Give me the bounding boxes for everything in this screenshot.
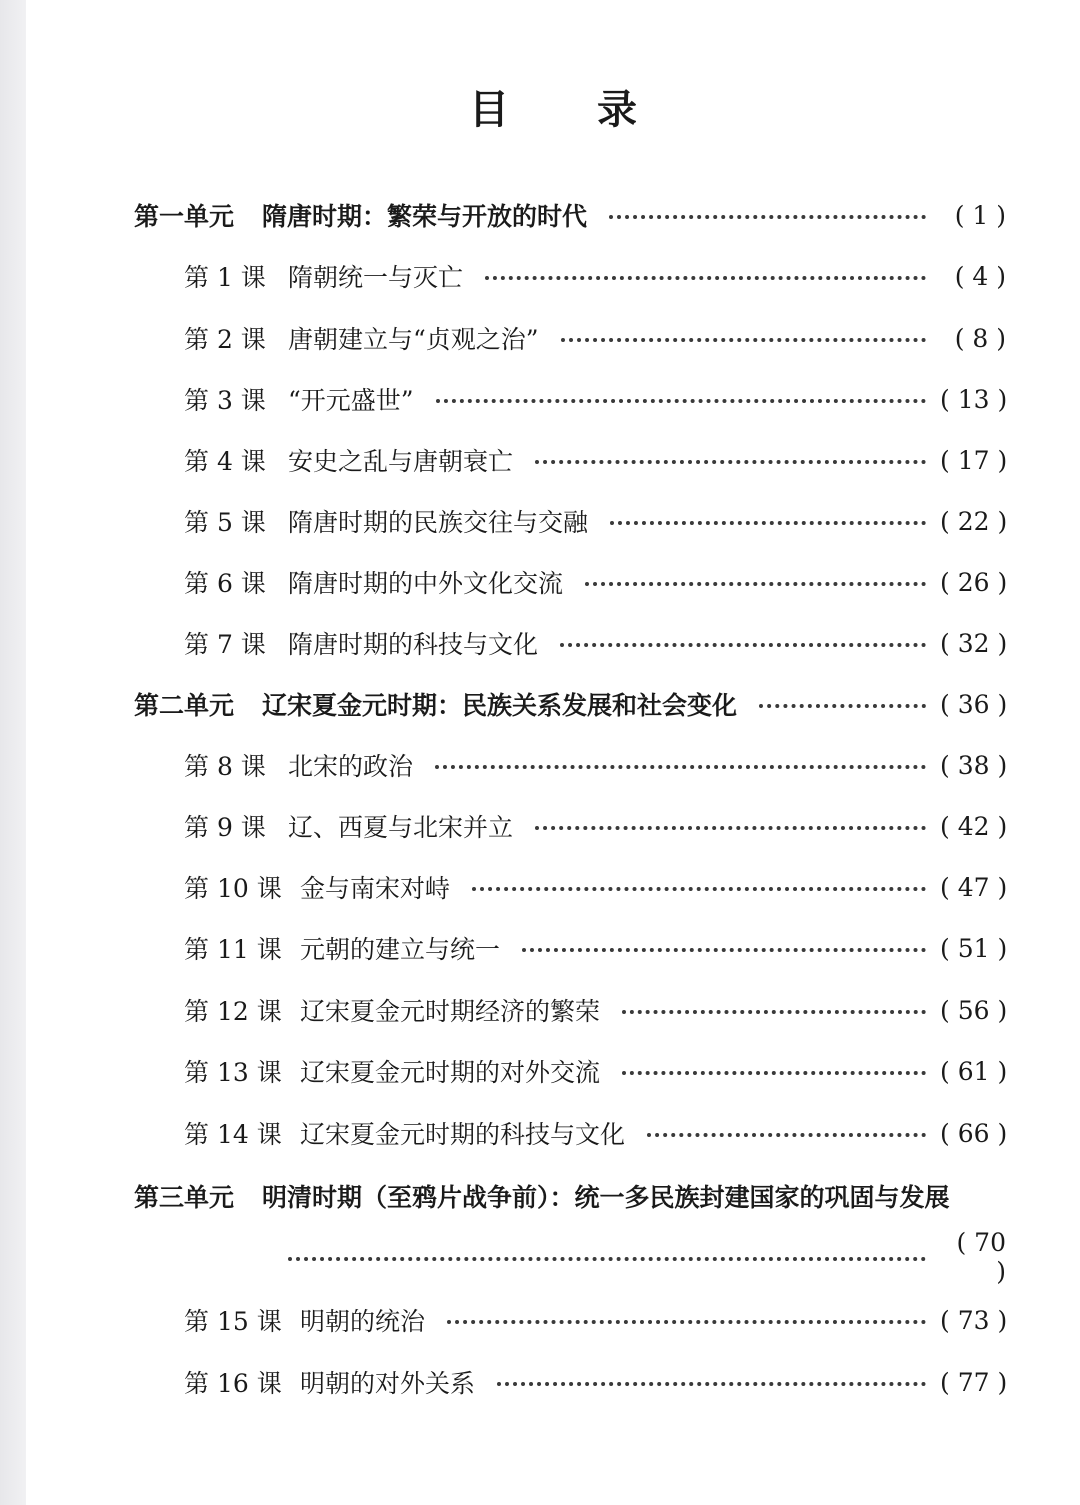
page-number: ( 77 ) (940, 1367, 1008, 1397)
dot-leader (759, 704, 926, 708)
lesson-number: 第 11 课 (184, 935, 282, 964)
page-number: ( 51 ) (940, 933, 1008, 963)
page-number: ( 70 ) (956, 1228, 1006, 1286)
toc-entry-unit-1[interactable] (134, 195, 1006, 235)
page-number: ( 38 ) (940, 750, 1008, 780)
lesson-number: 第 6 课 (184, 569, 266, 598)
dot-leader (622, 1010, 926, 1014)
lesson-number: 第 5 课 (184, 508, 266, 537)
page-number: ( 22 ) (940, 506, 1008, 536)
lesson-number: 第 15 课 (184, 1307, 282, 1336)
dot-leader (561, 338, 926, 342)
page-left-edge (0, 0, 26, 1505)
dot-leader (585, 582, 926, 586)
lesson-number: 第 14 课 (184, 1120, 282, 1149)
page-number: ( 73 ) (940, 1305, 1008, 1335)
dot-leader (535, 460, 926, 464)
toc-entry-lesson-10[interactable] (184, 867, 1006, 907)
page-number: ( 47 ) (940, 872, 1008, 902)
page-number: ( 1 ) (954, 200, 1006, 230)
page-number: ( 56 ) (940, 995, 1008, 1025)
toc-entry-lesson-2[interactable] (184, 318, 1006, 358)
lesson-number: 第 8 课 (184, 752, 266, 781)
lesson-title: 辽宋夏金元时期的科技与文化 (300, 1120, 626, 1149)
dot-leader (288, 1257, 926, 1261)
lesson-title: 明朝的统治 (300, 1307, 426, 1336)
lesson-number: 第 13 课 (184, 1058, 282, 1087)
lesson-title: 金与南宋对峙 (300, 874, 451, 903)
dot-leader (485, 276, 926, 280)
dot-leader (560, 643, 926, 647)
page-title-char-2: 录 (597, 87, 637, 133)
dot-leader (647, 1133, 926, 1137)
dot-leader (436, 399, 926, 403)
lesson-number: 第 3 课 (184, 386, 266, 415)
toc-entry-unit-2[interactable] (134, 684, 1006, 724)
lesson-number: 第 1 课 (184, 263, 266, 292)
toc-entry-lesson-12[interactable] (184, 990, 1006, 1030)
dot-leader (472, 887, 926, 891)
page-number: ( 42 ) (940, 811, 1008, 841)
lesson-title: 唐朝建立与“贞观之治” (288, 325, 539, 354)
toc-entry-unit-3-leader-row (266, 1228, 1006, 1286)
lesson-title: 隋唐时期的科技与文化 (288, 630, 539, 659)
lesson-number: 第 12 课 (184, 997, 282, 1026)
toc-entry-lesson-9[interactable] (184, 806, 1006, 846)
toc-entry-lesson-3[interactable] (184, 379, 1006, 419)
page-number: ( 17 ) (940, 445, 1008, 475)
page-number: ( 4 ) (954, 261, 1006, 291)
unit-title: 辽宋夏金元时期：民族关系发展和社会变化 (262, 691, 738, 720)
dot-leader (610, 521, 926, 525)
dot-leader (447, 1320, 926, 1324)
toc-entry-lesson-6[interactable] (184, 562, 1006, 602)
unit-number: 第二单元 (134, 691, 235, 720)
lesson-title: 辽宋夏金元时期经济的繁荣 (300, 997, 601, 1026)
lesson-title: 北宋的政治 (288, 752, 414, 781)
lesson-number: 第 16 课 (184, 1369, 282, 1398)
toc-page (26, 0, 1080, 1505)
lesson-title: 辽宋夏金元时期的对外交流 (300, 1058, 601, 1087)
lesson-title: “开元盛世” (288, 386, 414, 415)
lesson-title: 隋唐时期的中外文化交流 (288, 569, 564, 598)
lesson-number: 第 4 课 (184, 447, 266, 476)
dot-leader (535, 826, 926, 830)
dot-leader (522, 948, 926, 952)
page-number: ( 61 ) (940, 1056, 1008, 1086)
lesson-number: 第 2 课 (184, 325, 266, 354)
lesson-number: 第 7 课 (184, 630, 266, 659)
lesson-title: 明朝的对外关系 (300, 1369, 476, 1398)
unit-title: 隋唐时期：繁荣与开放的时代 (262, 202, 588, 231)
page-number: ( 13 ) (940, 384, 1008, 414)
unit-number: 第一单元 (134, 202, 235, 231)
unit-title: 明清时期（至鸦片战争前）：统一多民族封建国家的巩固与发展 (262, 1183, 950, 1212)
unit-number: 第三单元 (134, 1183, 235, 1212)
page-number: ( 36 ) (940, 689, 1008, 719)
dot-leader (622, 1071, 926, 1075)
table-of-contents (26, 0, 1080, 1505)
toc-entry-unit-3[interactable] (134, 1176, 1006, 1216)
lesson-number: 第 9 课 (184, 813, 266, 842)
lesson-title: 辽、西夏与北宋并立 (288, 813, 514, 842)
dot-leader (609, 215, 926, 219)
lesson-title: 安史之乱与唐朝衰亡 (288, 447, 514, 476)
toc-entry-lesson-5[interactable] (184, 501, 1006, 541)
toc-entry-lesson-1[interactable] (184, 256, 1006, 296)
dot-leader (497, 1382, 926, 1386)
toc-entry-lesson-14[interactable] (184, 1113, 1006, 1153)
toc-entry-lesson-8[interactable] (184, 745, 1006, 785)
toc-entry-lesson-13[interactable] (184, 1051, 1006, 1091)
lesson-number: 第 10 课 (184, 874, 282, 903)
page-number: ( 66 ) (940, 1118, 1008, 1148)
lesson-title: 隋唐时期的民族交往与交融 (288, 508, 589, 537)
toc-entry-lesson-7[interactable] (184, 623, 1006, 663)
toc-entry-lesson-11[interactable] (184, 928, 1006, 968)
dot-leader (435, 765, 926, 769)
toc-entry-lesson-4[interactable] (184, 440, 1006, 480)
lesson-title: 隋朝统一与灭亡 (288, 263, 464, 292)
page-number: ( 8 ) (954, 323, 1006, 353)
page-number: ( 32 ) (940, 628, 1008, 658)
toc-entry-lesson-16[interactable] (184, 1362, 1006, 1402)
page-title-char-1: 目 (469, 87, 509, 133)
page-number: ( 26 ) (940, 567, 1008, 597)
lesson-title: 元朝的建立与统一 (300, 935, 501, 964)
toc-entry-lesson-15[interactable] (184, 1300, 1006, 1340)
